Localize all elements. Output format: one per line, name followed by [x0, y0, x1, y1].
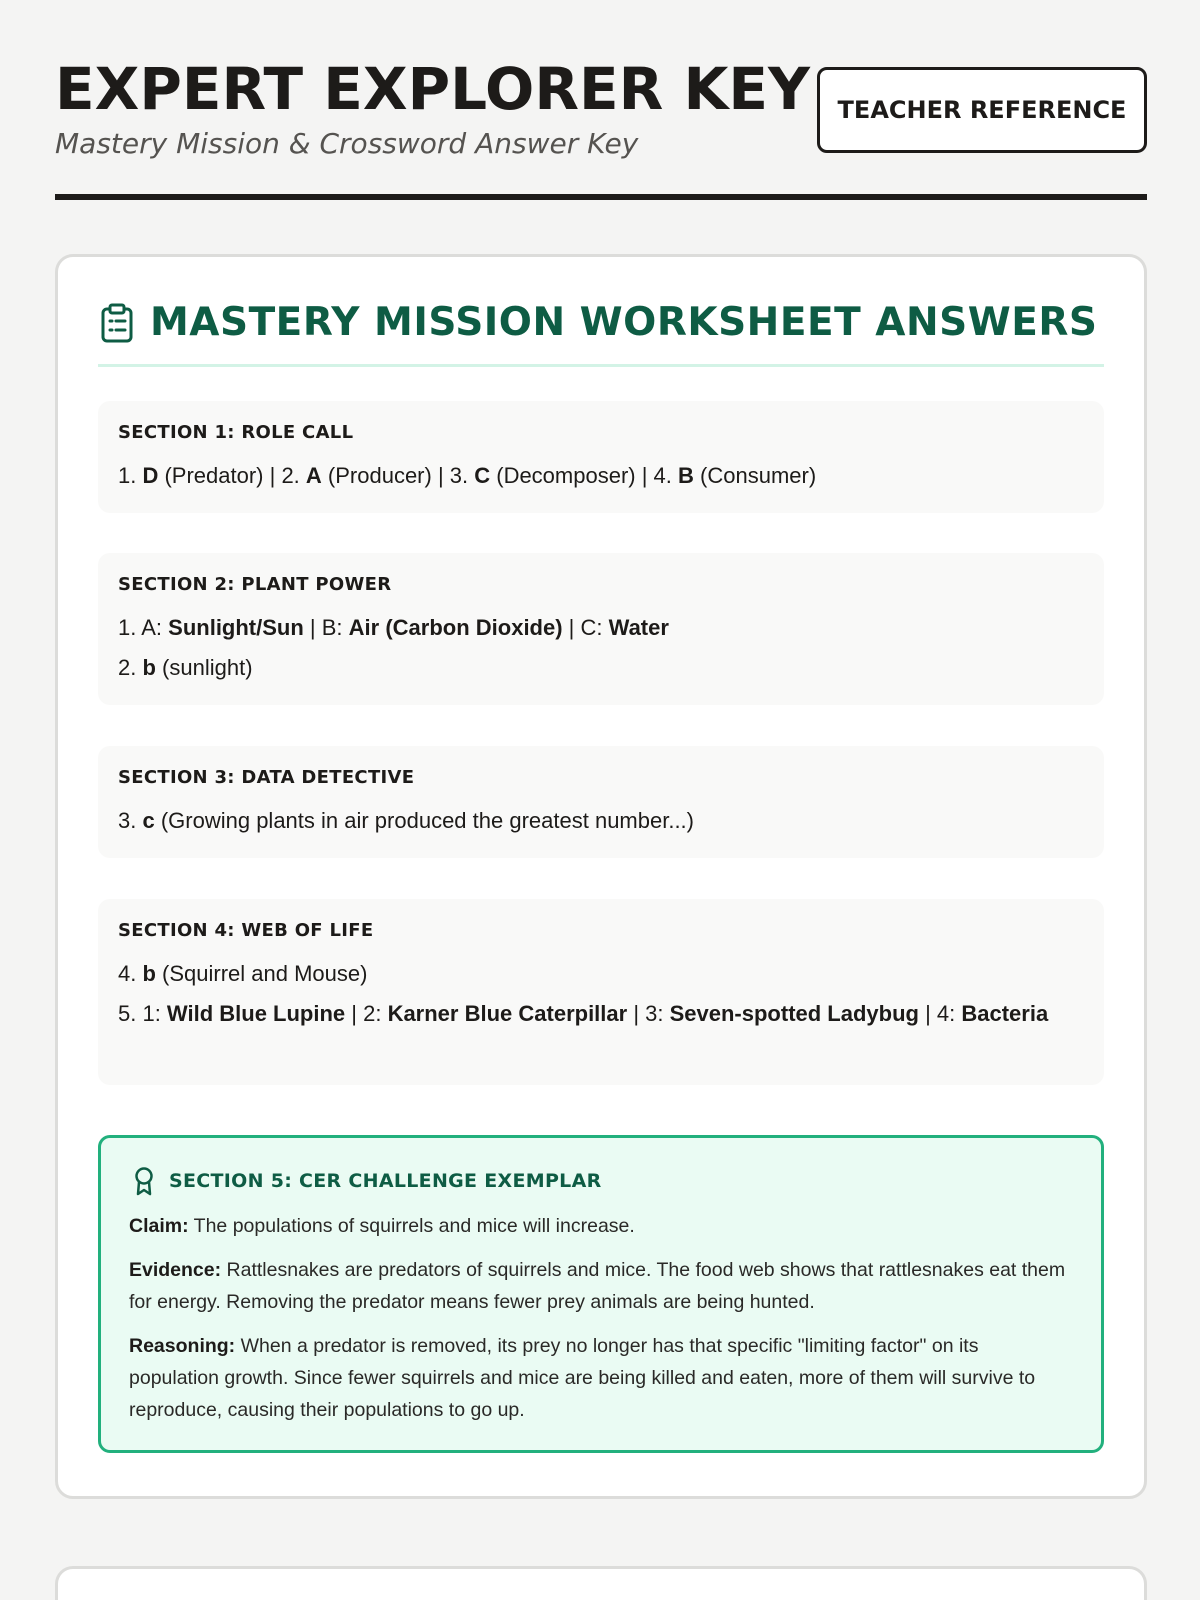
award-ribbon-icon	[133, 1166, 155, 1196]
answer-line: 4. b (Squirrel and Mouse)	[118, 961, 368, 986]
header-divider	[55, 194, 1147, 200]
card-title: MASTERY MISSION WORKSHEET ANSWERS	[150, 300, 1098, 345]
clipboard-icon	[100, 303, 134, 343]
cer-label: SECTION 5: CER CHALLENGE EXEMPLAR	[169, 1170, 602, 1192]
section-data-detective	[98, 746, 1104, 858]
section-label: SECTION 4: WEB OF LIFE	[118, 920, 374, 941]
section-cer-exemplar	[98, 1135, 1104, 1453]
section-role-call	[98, 401, 1104, 513]
answer-line: 1. A: Sunlight/Sun | B: Air (Carbon Dioxide) | C: Water	[118, 615, 669, 640]
section-web-of-life	[98, 899, 1104, 1085]
answer-line: 1. D (Predator) | 2. A (Producer) | 3. C (Decomposer) | 4. B (Consumer)	[118, 463, 817, 488]
section-label: SECTION 2: PLANT POWER	[118, 574, 392, 595]
worksheet-answers-card	[55, 254, 1147, 1499]
cer-claim: Claim: The populations of squirrels and mice will increase.	[129, 1215, 635, 1237]
section-plant-power	[98, 553, 1104, 705]
card-header	[98, 297, 1104, 367]
answer-line: 3. c (Growing plants in air produced the greatest number...)	[118, 808, 694, 833]
next-card	[55, 1566, 1147, 1600]
page-header	[55, 55, 1147, 200]
teacher-reference-badge: TEACHER REFERENCE	[817, 67, 1147, 153]
answer-line: 2. b (sunlight)	[118, 655, 253, 680]
cer-evidence: Evidence: Rattlesnakes are predators of squirrels and mice. The food web shows that rattlesnakes eat them for energy. Removing the predator means fewer prey animals are being hunted.	[129, 1259, 1066, 1313]
section-label: SECTION 1: ROLE CALL	[118, 422, 354, 443]
page-subtitle: Mastery Mission & Crossword Answer Key	[55, 127, 639, 160]
section-label: SECTION 3: DATA DETECTIVE	[118, 767, 415, 788]
cer-reasoning: Reasoning: When a predator is removed, its prey no longer has that specific "limiting factor" on its population growth. Since fewer squirrels and mice are being killed and eaten, more of them will survive to reproduce, causing their populations to go up.	[129, 1335, 1036, 1421]
page-title: EXPERT EXPLORER KEY	[55, 55, 811, 123]
answer-line: 5. 1: Wild Blue Lupine | 2: Karner Blue Caterpillar | 3: Seven-spotted Ladybug | 4: Bacteria	[118, 1001, 1049, 1026]
